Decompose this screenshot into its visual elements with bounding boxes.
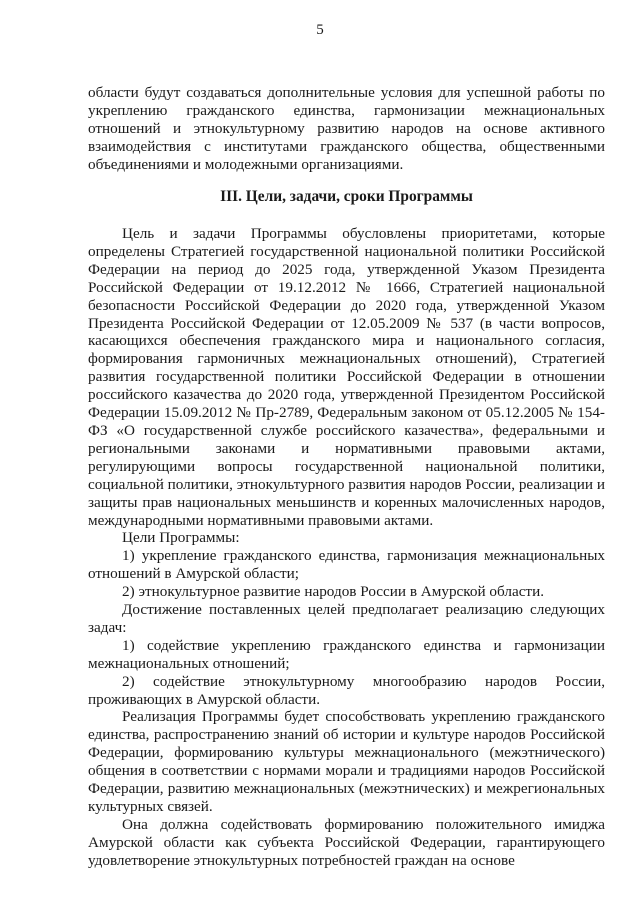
section-body — [88, 225, 605, 870]
paragraph-task-2: 2) содействие этнокультурному многообразию народов России, проживающих в Амурской области. — [88, 672, 605, 708]
section-heading: III. Цели, задачи, сроки Программы — [220, 188, 473, 205]
paragraph-goals-title: Цели Программы: — [122, 529, 240, 547]
paragraph-tasks-intro: Достижение поставленных целей предполагает реализацию следующих задач: — [88, 601, 605, 636]
paragraph-goals-basis: Цель и задачи Программы обусловлены приоритетами, которые определены Стратегией государственной национальной политики Российской Федерации на период до 2025 года, утвержденной Указом Президента Российской Федерации от 19.12.2012 № 1666, Стратегией национальной безопасности Российской Федерации до 2020 года, утвержденной Указом Президента Российской Федерации от 12.05.2009 № 537 (в части вопросов, касающихся обеспечения гражданского мира и национального согласия, формирования гармоничных межнациональных отношений), Стратегией развития государственной политики Российской Федерации в отношении российского казачества до 2020 года, утвержденной Президентом Российской Федерации 15.09.2012 № Пр-2789, Федеральным законом от 05.12.2005 № 154-ФЗ «О государственной службе российского казачества», федеральными и региональными законами и нормативными правовыми актами, регулирующими вопросы государственной национальной политики, социальной политики, этнокультурного развития народов России, реализации и защиты прав национальных меньшинств и коренных малочисленных народов, международными нормативными правовыми актами. — [88, 225, 605, 529]
paragraph-goal-2: 2) этнокультурное развитие народов России в Амурской области. — [122, 583, 544, 601]
paragraph-implementation: Реализация Программы будет способствовать укреплению гражданского единства, распространению знаний об истории и культуре народов Российской Федерации, формированию культуры межнационального (межэтнического) общения в соответствии с нормами морали и традициями народов Российской Федерации, развитию межнациональных (межэтнических) и межрегиональных культурных связей. — [88, 708, 605, 815]
paragraph-goal-1: 1) укрепление гражданского единства, гармонизация межнациональных отношений в Амурской области; — [88, 547, 605, 583]
intro-block — [88, 84, 605, 174]
page-number: 5 — [316, 22, 324, 38]
paragraph-task-1: 1) содействие укреплению гражданского единства и гармонизации межнациональных отношений; — [88, 636, 605, 672]
paragraph-image: Она должна содействовать формированию положительного имиджа Амурской области как субъекта Российской Федерации, гарантирующего удовлетворение этнокультурных потребностей граждан на основе — [88, 815, 605, 869]
intro-paragraph: области будут создаваться дополнительные условия для успешной работы по укреплению гражданского единства, гармонизации межнациональных отношений и этнокультурному развитию народов на основе активного взаимодействия с институтами гражданского общества, общественными объединениями и молодежными организациями. — [88, 84, 605, 173]
